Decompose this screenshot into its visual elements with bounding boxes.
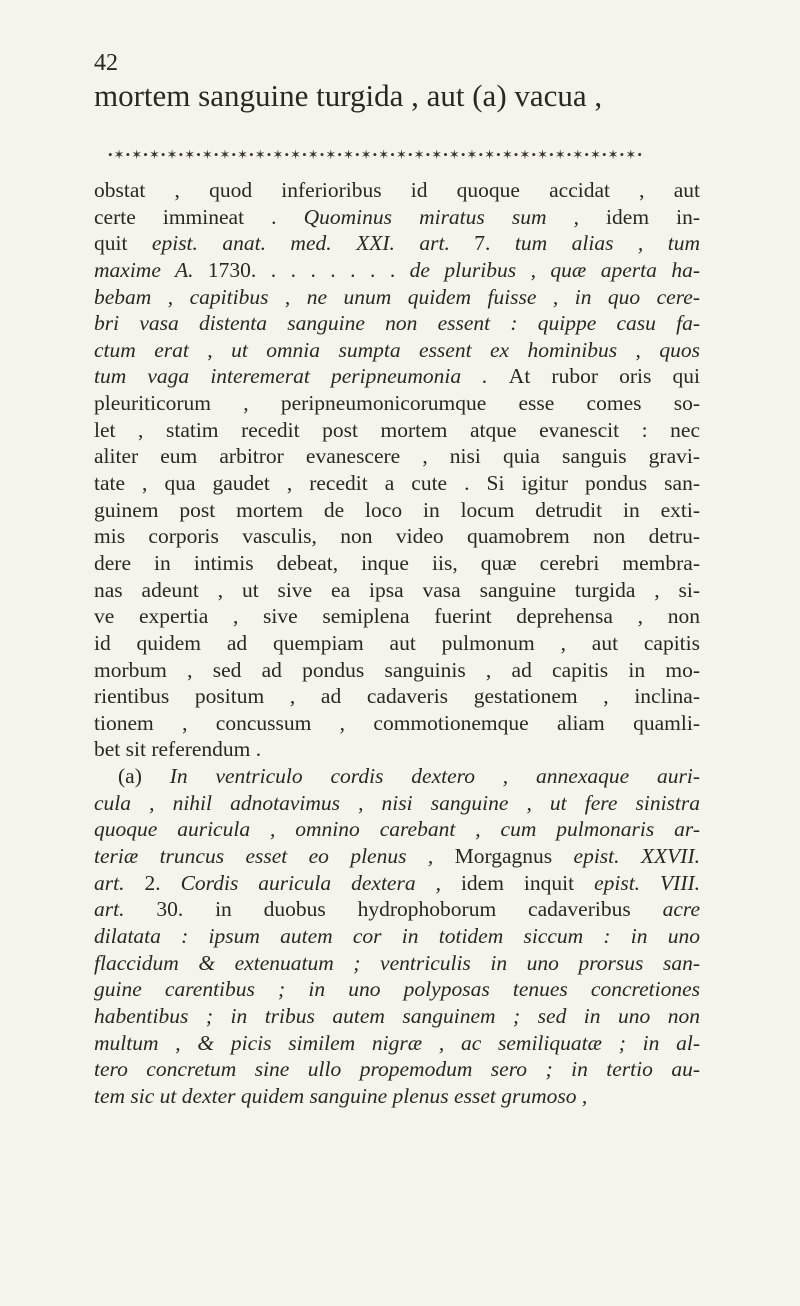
text-line (94, 284, 700, 311)
italic-segment: guine carentibus ; in uno polyposas tenues concretiones (94, 977, 700, 1002)
text-line (94, 976, 700, 1003)
text-line (94, 683, 700, 710)
text-segment: 1730. . . . . . . . (193, 257, 410, 282)
text-line (94, 1083, 700, 1110)
text-line (94, 603, 700, 630)
text-segment: At rubor oris qui (508, 364, 700, 389)
text-line (94, 470, 700, 497)
text-line (94, 523, 700, 550)
italic-segment: multum , & picis similem nigræ , ac semiliquatæ ; in al- (94, 1030, 700, 1055)
text-segment: 30. in duobus hydrophoborum cadaveribus (124, 897, 663, 922)
text-segment: ve expertia , sive semiplena fuerint deprehensa , non (94, 604, 700, 629)
text-segment: tionem , concussum , commotionemque aliam quamli- (94, 710, 700, 735)
italic-segment: epist. VIII. (594, 870, 701, 895)
text-segment: nas adeunt , ut sive ea ipsa vasa sanguine turgida , si- (94, 577, 700, 602)
italic-segment: teriæ truncus esset eo plenus , (94, 844, 455, 869)
text-line (94, 390, 700, 417)
italic-segment: tero concretum sine ullo propemodum sero ; in tertio au- (94, 1057, 700, 1082)
text-line (94, 896, 700, 923)
italic-segment: bebam , capitibus , ne unum quidem fuisse , in quo cere- (94, 284, 700, 309)
text-segment: idem inquit (460, 870, 595, 895)
italic-segment: flaccidum & extenuatum ; ventriculis in uno prorsus san- (94, 950, 700, 975)
text-segment: aliter eum arbitror evanescere , nisi quia sanguis gravi- (94, 444, 700, 469)
text-segment: morbum , sed ad pondus sanguinis , ad capitis in mo- (94, 657, 700, 682)
italic-segment: Quominus miratus sum , (303, 204, 607, 229)
italic-segment: cula , nihil adnotavimus , nisi sanguine , ut fere sinistra (94, 790, 700, 815)
text-segment: dere in intimis debeat, inque iis, quæ cerebri membra- (94, 550, 700, 575)
italic-segment: Cordis auricula dextera , (180, 870, 461, 895)
text-segment: tate , qua gaudet , recedit a cute . Si igitur pondus san- (94, 471, 700, 496)
text-line (94, 843, 700, 870)
text-line (94, 550, 700, 577)
text-segment: id quidem ad quempiam aut pulmonum , aut capitis (94, 630, 700, 655)
text-segment: let , statim recedit post mortem atque evanescit : nec (94, 417, 700, 442)
text-segment: Morgagnus (454, 844, 574, 869)
italic-segment: bri vasa distenta sanguine non essent : quippe casu fa- (94, 311, 700, 336)
italic-segment: acre (662, 897, 700, 922)
italic-segment: art. (94, 897, 125, 922)
italic-segment: art. (94, 870, 125, 895)
text-segment: bet sit referendum . (94, 737, 262, 762)
text-segment: 7. (449, 231, 515, 256)
text-segment: mis corporis vasculis, non video quamobrem non detru- (94, 524, 700, 549)
text-line (94, 337, 700, 364)
italic-segment: dilatata : ipsum autem cor in totidem siccum : in uno (94, 923, 700, 948)
text-line (94, 790, 700, 817)
italic-segment: habentibus ; in tribus autem sanguinem ; sed in uno non (94, 1003, 700, 1028)
text-segment: 2. (124, 870, 181, 895)
text-line (94, 204, 700, 231)
text-line (94, 1003, 700, 1030)
text-line (94, 497, 700, 524)
text-line (94, 1030, 700, 1057)
ornament-divider: •✶•✶•✶•✶•✶•✶•✶•✶•✶•✶•✶•✶•✶•✶•✶•✶•✶•✶•✶•✶•✶•✶•✶•✶•✶•✶•✶•✶•✶•✶• (108, 147, 643, 162)
text-line (94, 657, 700, 684)
running-header-line: mortem sanguine turgida , aut (a) vacua , (94, 78, 603, 113)
text-line (94, 736, 700, 763)
text-line (94, 257, 700, 284)
text-line (94, 816, 700, 843)
text-segment: obstat , quod inferioribus id quoque accidat , aut (94, 178, 700, 202)
text-segment: quit (94, 231, 152, 256)
text-line (94, 177, 700, 204)
text-line (94, 630, 700, 657)
page-number: 42 (94, 50, 118, 76)
text-line (94, 870, 700, 897)
text-line (94, 363, 700, 390)
body-text (94, 177, 700, 1109)
text-segment: (a) (118, 764, 170, 789)
text-line (94, 577, 700, 604)
text-segment: rientibus positum , ad cadaveris gestationem , inclina- (94, 684, 700, 709)
italic-segment: epist. XXVII. (573, 844, 700, 869)
text-line (94, 310, 700, 337)
text-segment: pleuriticorum , peripneumonicorumque esse comes so- (94, 391, 700, 416)
text-line (94, 950, 700, 977)
text-segment: idem in- (606, 204, 701, 229)
italic-segment: ctum erat , ut omnia sumpta essent ex hominibus , quos (94, 337, 700, 362)
italic-segment: maxime A. (94, 257, 194, 282)
italic-segment: tum alias , tum (514, 231, 700, 256)
text-line (94, 417, 700, 444)
text-line (94, 763, 700, 790)
text-segment: guinem post mortem de loco in locum detrudit in exti- (94, 497, 700, 522)
italic-segment: de pluribus , quæ aperta ha- (409, 257, 700, 282)
italic-segment: tem sic ut dexter quidem sanguine plenus esset grumoso , (94, 1083, 588, 1108)
text-line (94, 710, 700, 737)
text-line (94, 230, 700, 257)
italic-segment: quoque auricula , omnino carebant , cum pulmonaris ar- (94, 817, 700, 842)
text-line (94, 923, 700, 950)
text-segment: certe immineat . (94, 204, 304, 229)
text-line (94, 443, 700, 470)
italic-segment: epist. anat. med. XXI. art. (151, 231, 450, 256)
italic-segment: In ventriculo cordis dextero , annexaque auri- (169, 764, 700, 789)
text-line (94, 1056, 700, 1083)
italic-segment: tum vaga interemerat peripneumonia . (94, 364, 509, 389)
